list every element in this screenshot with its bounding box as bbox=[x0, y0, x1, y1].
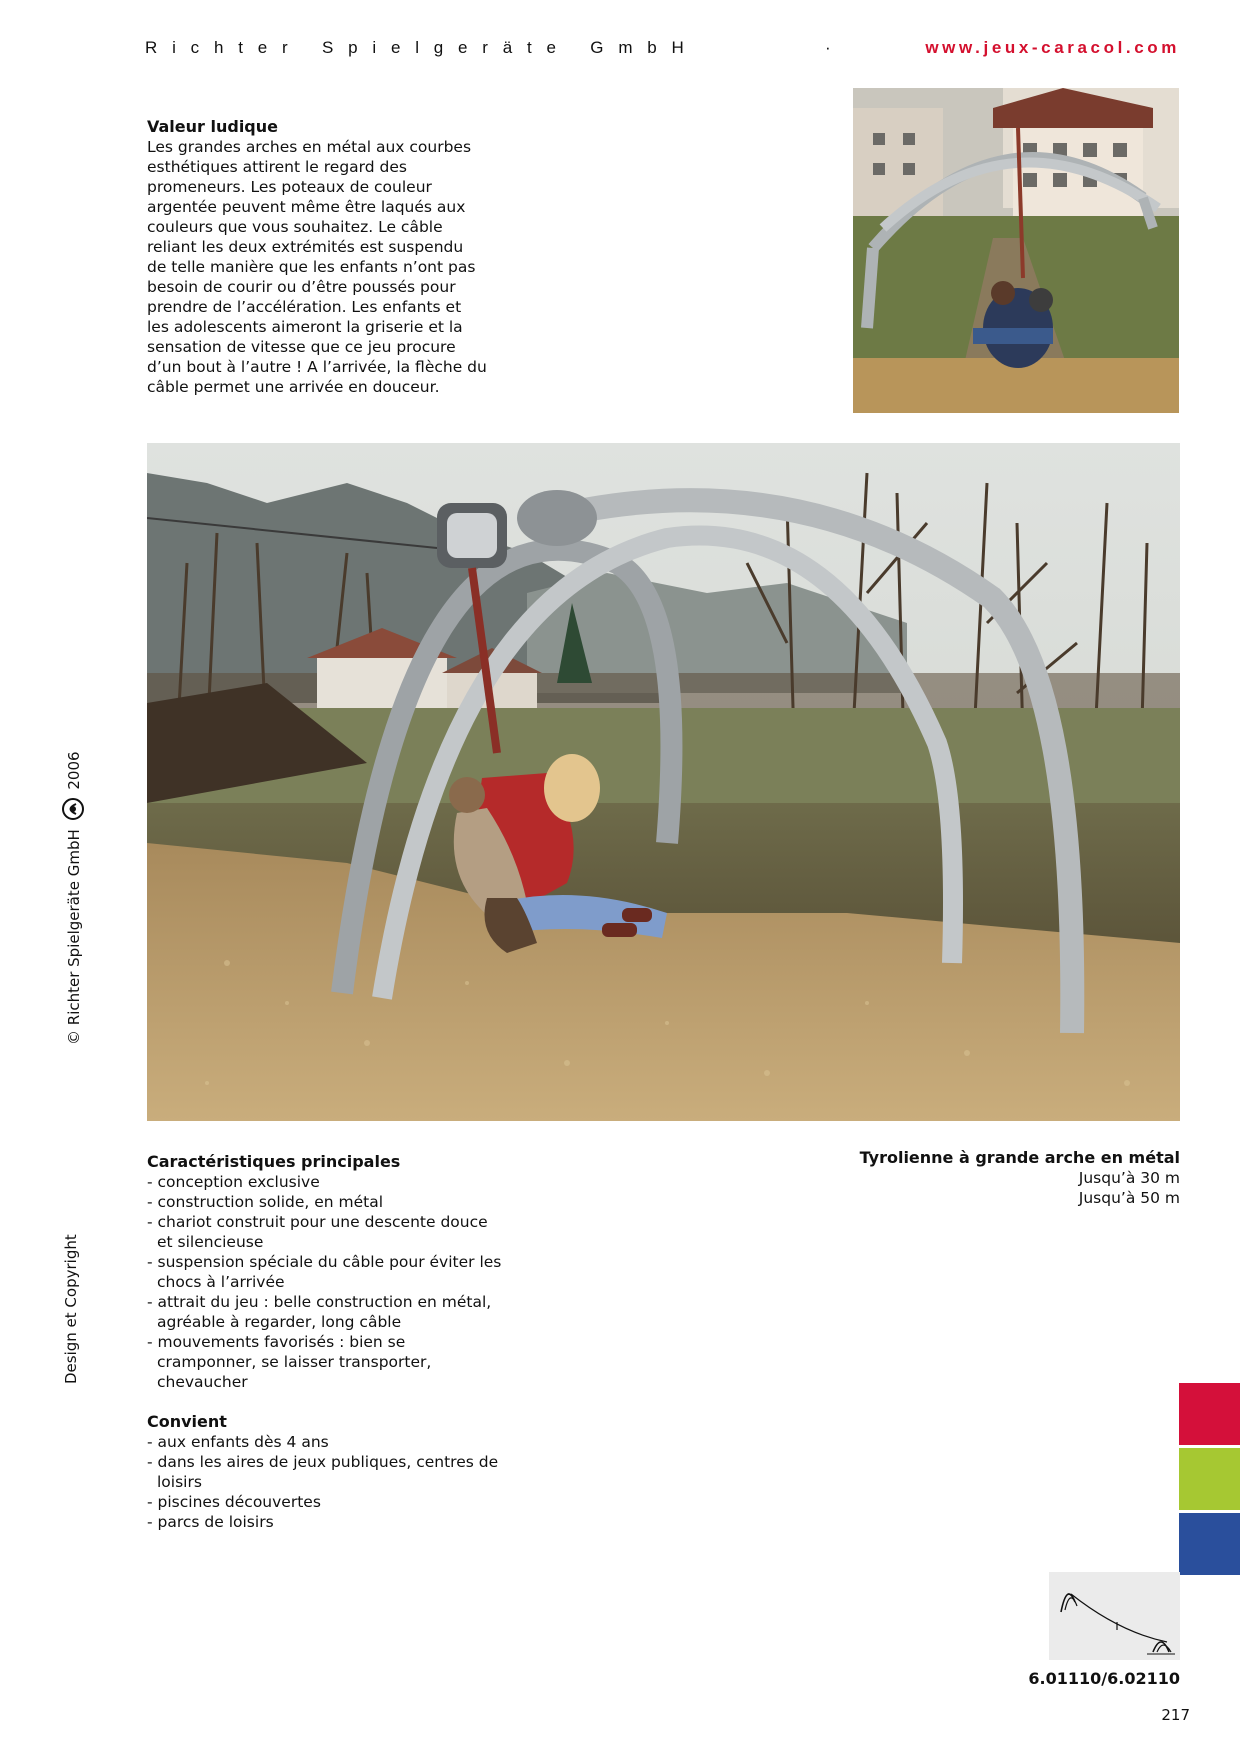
website-link[interactable]: www.jeux-caracol.com bbox=[925, 38, 1180, 57]
features-section bbox=[147, 1152, 507, 1392]
product-variant: Jusqu’à 50 m bbox=[1078, 1189, 1180, 1207]
zipline-photo-main-image bbox=[147, 443, 1180, 1121]
intro-heading: Valeur ludique bbox=[147, 117, 278, 136]
copyright-text: © Richter Spielgeräte GmbH bbox=[65, 829, 83, 1045]
product-title: Tyrolienne à grande arche en métal bbox=[859, 1148, 1180, 1167]
design-copyright-label: Design et Copyright bbox=[62, 1234, 80, 1384]
list-item: - conception exclusive bbox=[147, 1173, 320, 1191]
suitable-heading: Convient bbox=[147, 1412, 227, 1431]
zipline-diagram bbox=[1049, 1572, 1180, 1660]
suitable-list bbox=[147, 1432, 507, 1532]
list-item: - parcs de loisirs bbox=[147, 1513, 274, 1531]
zipline-photo-main bbox=[147, 443, 1180, 1121]
features-list bbox=[147, 1172, 507, 1392]
product-variant: Jusqu’à 30 m bbox=[1078, 1169, 1180, 1187]
copyright-year: 2006 bbox=[65, 751, 83, 790]
features-heading: Caractéristiques principales bbox=[147, 1152, 401, 1171]
list-item: - aux enfants dès 4 ans bbox=[147, 1433, 329, 1451]
page-number: 217 bbox=[1161, 1706, 1190, 1724]
list-item: - dans les aires de jeux publiques, centres de loisirs bbox=[147, 1453, 499, 1491]
intro-section bbox=[147, 117, 487, 397]
category-swatch-green bbox=[1179, 1448, 1240, 1510]
list-item: - construction solide, en métal bbox=[147, 1193, 384, 1211]
zipline-photo-small bbox=[853, 88, 1179, 413]
page-header bbox=[145, 38, 1180, 64]
list-item: - attrait du jeu : belle construction en métal, agréable à regarder, long câble bbox=[147, 1293, 492, 1331]
company-logo-icon bbox=[62, 798, 84, 820]
header-separator: · bbox=[825, 38, 831, 57]
list-item: - chariot construit pour une descente douce et silencieuse bbox=[147, 1213, 488, 1251]
category-swatch-blue bbox=[1179, 1513, 1240, 1575]
zipline-photo-small-image bbox=[853, 88, 1179, 413]
product-code: 6.01110/6.02110 bbox=[1028, 1669, 1180, 1688]
list-item: - mouvements favorisés : bien se cramponner, se laisser transporter, chevaucher bbox=[147, 1333, 432, 1391]
intro-paragraph: Les grandes arches en métal aux courbes esthétiques attirent le regard des promeneurs. Les poteaux de couleur argentée peuvent même être laqués aux couleurs que vous souhaitez. Le câble reliant les deux extrémités est suspendu de telle manière que les enfants n’ont pas besoin de courir ou d’être poussés pour prendre de l’accélération. Les enfants et les adolescents aimeront la griserie et la sensation de vitesse que ce jeu procure d’un bout à l’autre ! A l’arrivée, la flèche du câble permet une arrivée en douceur. bbox=[147, 138, 487, 396]
product-info bbox=[780, 1148, 1180, 1208]
category-swatch-red bbox=[1179, 1383, 1240, 1445]
list-item: - suspension spéciale du câble pour éviter les chocs à l’arrivée bbox=[147, 1253, 502, 1291]
copyright-notice bbox=[62, 751, 84, 1045]
list-item: - piscines découvertes bbox=[147, 1493, 321, 1511]
suitable-section bbox=[147, 1412, 507, 1532]
zipline-diagram-icon bbox=[1049, 1572, 1180, 1660]
company-name: Richter Spielgeräte GmbH bbox=[145, 38, 699, 57]
